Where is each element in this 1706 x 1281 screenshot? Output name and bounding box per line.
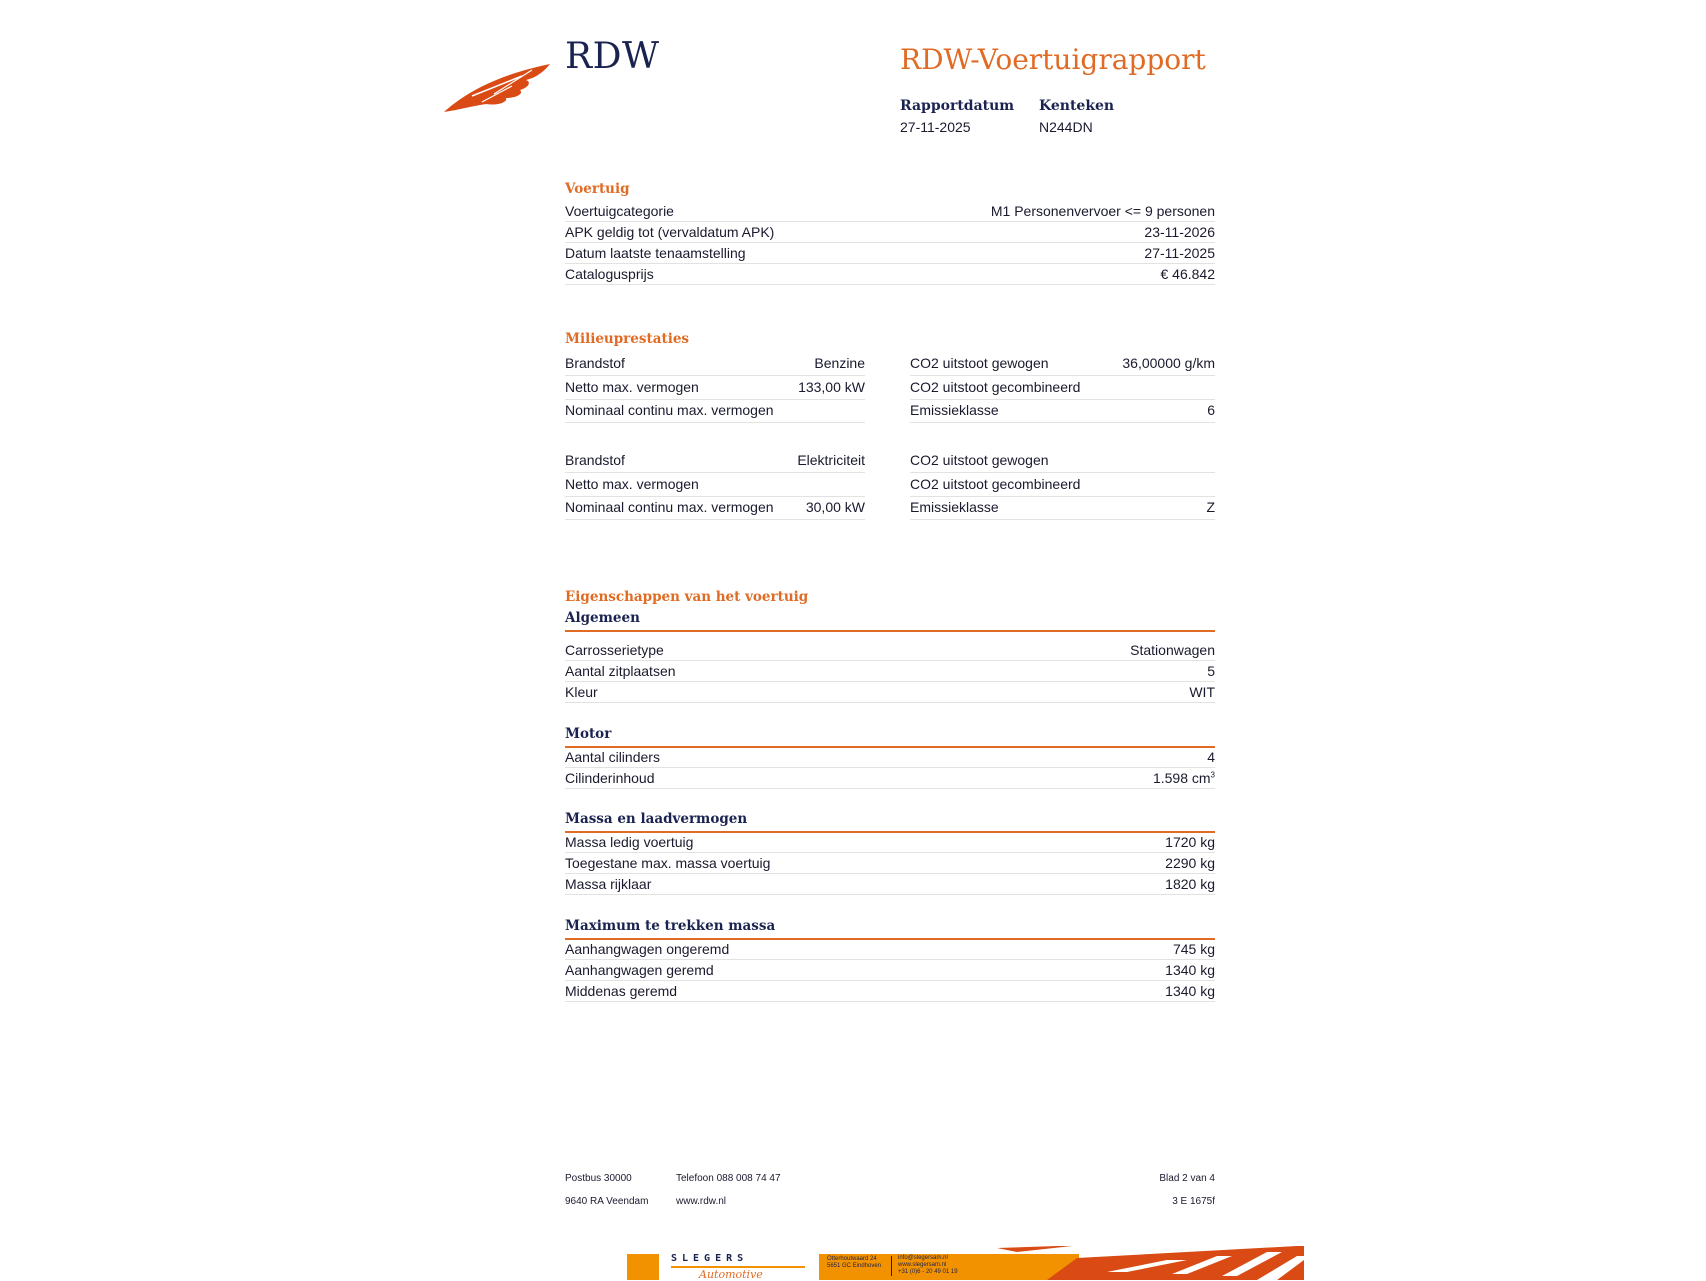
ad-web: www.slegersam.nl xyxy=(898,1262,947,1268)
section-title-milieu: Milieuprestaties xyxy=(565,331,690,347)
footer-page-number: Blad 2 van 4 xyxy=(1159,1173,1215,1184)
cell-label: Emissieklasse xyxy=(910,402,999,419)
table-row xyxy=(565,473,1215,497)
table-row xyxy=(565,449,1215,473)
table-row xyxy=(565,981,1215,1002)
cell-value: 36,00000 g/km xyxy=(1122,355,1215,372)
table-row xyxy=(565,399,1215,423)
table-row xyxy=(565,853,1215,874)
row-label: Aantal cilinders xyxy=(565,749,660,765)
row-value-wrap xyxy=(1153,770,1215,786)
subsection-title-massa: Massa en laadvermogen xyxy=(565,811,1215,833)
row-value: 1720 kg xyxy=(1165,834,1215,850)
footer-postbus: Postbus 30000 xyxy=(565,1173,632,1184)
rapportdatum-label: Rapportdatum xyxy=(900,98,1015,114)
cell-label: Emissieklasse xyxy=(910,499,999,516)
table-row xyxy=(565,640,1215,661)
row-value: Stationwagen xyxy=(1130,642,1215,658)
row-label: Catalogusprijs xyxy=(565,266,654,282)
table-row xyxy=(565,747,1215,768)
cell-label: Brandstof xyxy=(565,355,625,372)
kenteken-label: Kenteken xyxy=(1039,98,1115,114)
footer-website-link[interactable]: www.rdw.nl xyxy=(676,1196,727,1207)
row-label: Datum laatste tenaamstelling xyxy=(565,245,746,261)
row-value: 1820 kg xyxy=(1165,876,1215,892)
section-title-eigenschappen: Eigenschappen van het voertuig xyxy=(565,589,809,605)
cell-label: Nominaal continu max. vermogen xyxy=(565,402,774,419)
subsection-title-motor: Motor xyxy=(565,726,1215,748)
row-label: Toegestane max. massa voertuig xyxy=(565,855,771,871)
kenteken-value: N244DN xyxy=(1039,119,1093,135)
section-title-voertuig: Voertuig xyxy=(565,181,630,197)
cell-label: CO2 uitstoot gewogen xyxy=(910,355,1049,372)
cell-value: 133,00 kW xyxy=(798,378,865,395)
row-value: 23-11-2026 xyxy=(1144,224,1215,240)
row-label: Voertuigcategorie xyxy=(565,203,674,219)
row-value: 27-11-2025 xyxy=(1144,245,1215,261)
subsection-title-algemeen: Algemeen xyxy=(565,610,1215,632)
cell-label: Nominaal continu max. vermogen xyxy=(565,499,774,516)
row-value: 4 xyxy=(1207,749,1215,765)
row-label: Kleur xyxy=(565,684,598,700)
row-value: 1.598 cm xyxy=(1152,770,1211,786)
row-value: € 46.842 xyxy=(1160,266,1215,282)
cell-label: Netto max. vermogen xyxy=(565,475,699,492)
voertuig-table xyxy=(565,201,1215,285)
report-title: RDW-Voertuigrapport xyxy=(900,43,1206,76)
motor-table xyxy=(565,747,1215,789)
ad-email: info@slegersam.nl xyxy=(898,1255,948,1261)
rdw-feather-logo-icon xyxy=(442,56,552,116)
ad-brand: SLEGERS xyxy=(671,1253,749,1264)
row-value: WIT xyxy=(1189,684,1215,700)
cell-label: Netto max. vermogen xyxy=(565,378,699,395)
kenteken-block xyxy=(1039,98,1114,135)
milieu-table-elektriciteit xyxy=(565,449,1215,520)
table-row xyxy=(565,682,1215,703)
milieu-table-benzine xyxy=(565,352,1215,423)
row-value: 5 xyxy=(1207,663,1215,679)
row-value: 745 kg xyxy=(1172,941,1215,957)
row-label: Cilinderinhoud xyxy=(565,770,655,786)
ad-contact-separator xyxy=(891,1256,892,1276)
footer-plaats: 9640 RA Veendam xyxy=(565,1196,649,1207)
table-row xyxy=(565,939,1215,960)
table-row xyxy=(565,496,1215,520)
table-row xyxy=(565,352,1215,376)
cell-label: CO2 uitstoot gecombineerd xyxy=(910,475,1081,492)
row-label: Carrosserietype xyxy=(565,642,664,658)
rapportdatum-block xyxy=(900,98,1014,135)
ad-tagline: Automotive xyxy=(699,1268,763,1281)
cell-label: CO2 uitstoot gecombineerd xyxy=(910,378,1081,395)
row-label: Massa rijklaar xyxy=(565,876,652,892)
row-value: 1340 kg xyxy=(1165,962,1215,978)
cell-value: Z xyxy=(1206,499,1215,516)
table-row xyxy=(565,243,1215,264)
ad-stripes-graphic xyxy=(957,1246,1304,1280)
cell-label: Brandstof xyxy=(565,452,625,469)
ad-address-1: Otterhoutwaard 24 xyxy=(827,1256,877,1262)
cell-label: CO2 uitstoot gewogen xyxy=(910,452,1049,469)
row-value: 2290 kg xyxy=(1165,855,1215,871)
cell-value: Elektriciteit xyxy=(797,452,865,469)
trekken-table xyxy=(565,939,1215,1002)
row-value: M1 Personenvervoer <= 9 personen xyxy=(990,203,1215,219)
table-row xyxy=(565,376,1215,400)
table-row xyxy=(565,874,1215,895)
table-row xyxy=(565,832,1215,853)
row-value-superscript: 3 xyxy=(1210,770,1215,780)
ad-orange-block xyxy=(627,1254,659,1280)
rapportdatum-value: 27-11-2025 xyxy=(900,119,971,135)
brand-name: RDW xyxy=(565,36,660,77)
ad-phone: +31 (0)6 - 20 49 01 19 xyxy=(898,1269,958,1275)
table-row xyxy=(565,222,1215,243)
table-row xyxy=(565,661,1215,682)
cell-value: 6 xyxy=(1207,402,1215,419)
footer-telefoon: Telefoon 088 008 74 47 xyxy=(676,1173,781,1184)
row-label: Aanhangwagen ongeremd xyxy=(565,941,730,957)
massa-table xyxy=(565,832,1215,895)
row-value: 1340 kg xyxy=(1165,983,1215,999)
ad-address-2: 5651 GC Eindhoven xyxy=(827,1263,882,1269)
row-label: Middenas geremd xyxy=(565,983,678,999)
table-row xyxy=(565,960,1215,981)
footer-document-code: 3 E 1675f xyxy=(1172,1196,1215,1207)
algemeen-table xyxy=(565,640,1215,703)
subsection-title-trekken: Maximum te trekken massa xyxy=(565,918,1215,940)
row-label: APK geldig tot (vervaldatum APK) xyxy=(565,224,775,240)
table-row xyxy=(565,201,1215,222)
row-label: Massa ledig voertuig xyxy=(565,834,694,850)
cell-value: 30,00 kW xyxy=(805,499,865,516)
cell-value: Benzine xyxy=(814,355,865,372)
table-row xyxy=(565,264,1215,285)
table-row xyxy=(565,768,1215,789)
slegers-ad-banner[interactable] xyxy=(627,1246,1304,1280)
row-label: Aanhangwagen geremd xyxy=(565,962,714,978)
row-label: Aantal zitplaatsen xyxy=(565,663,676,679)
